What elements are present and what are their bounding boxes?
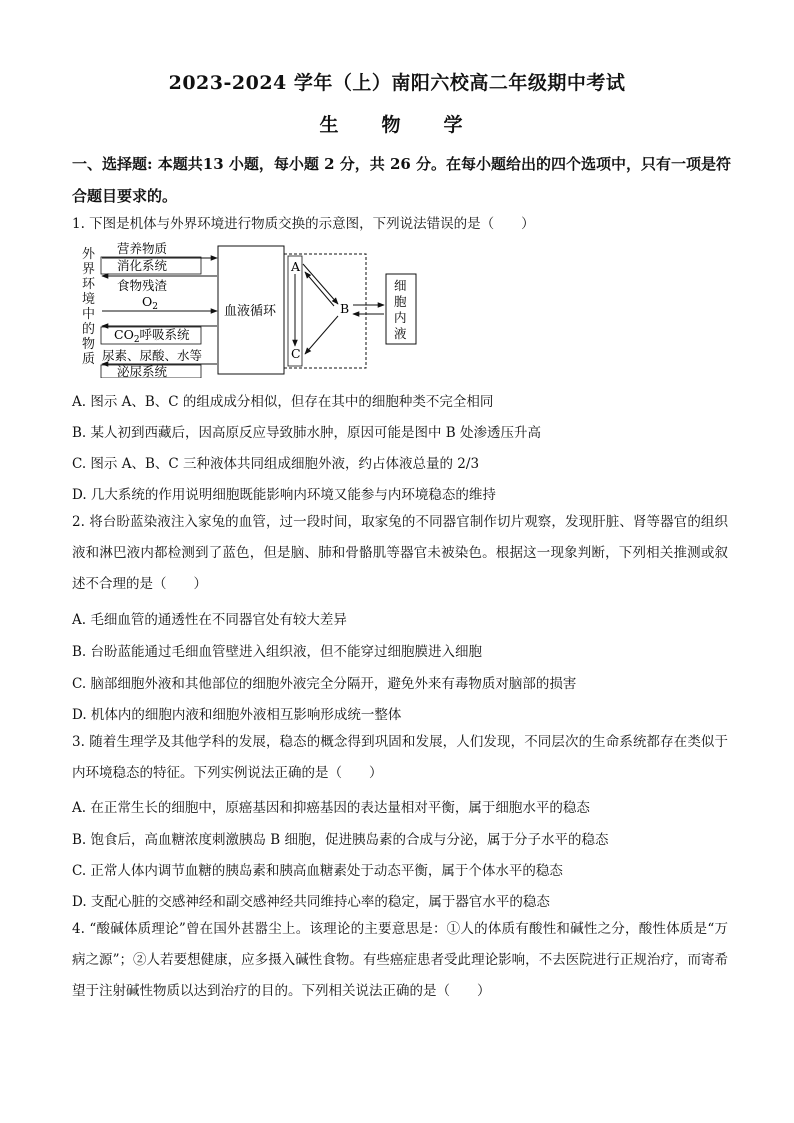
food-residue-label: 食物残渣 [117, 278, 168, 293]
arrow-b-to-a [305, 272, 334, 306]
o2-label: $O_2$ [142, 294, 158, 312]
urinary-system-label: 泌尿系统 [117, 364, 168, 378]
question-3-option-b: B. 饱食后，高血糖浓度刺激胰岛 B 细胞，促进胰岛素的合成与分泌，属于分子水平的稳态 [72, 832, 609, 848]
question-3-stem: 3. 随着生理学及其他学科的发展，稳态的概念得到巩固和发展，人们发现，不同层次的生命系统都存在类似于内环境稳态的特征。下列实例说法正确的是（ ） [72, 734, 728, 781]
svg-text:环: 环 [82, 277, 96, 292]
urea-label: 尿素、尿酸、水等 [102, 348, 203, 363]
svg-text:内: 内 [394, 310, 407, 325]
question-1-option-d: D. 几大系统的作用说明细胞既能影响内环境又能参与内环境稳态的维持 [72, 487, 496, 503]
label-b: B [340, 301, 350, 316]
question-2-option-a: A. 毛细血管的通透性在不同器官处有较大差异 [72, 612, 347, 628]
cell-fluid-label [394, 278, 407, 341]
question-4-stem: 4. “酸碱体质理论”曾在国外甚嚣尘上。该理论的主要意思是：①人的体质有酸性和碱性之分，酸性体质是“万病之源”；②人若要想健康，应多摄入碱性食物。有些癌症患者受此理论影响，不去医院进行正规治疗，而寄希望于注射碱性物质以达到治疗的目的。下列相关说法正确的是（ ） [72, 921, 728, 999]
svg-text:液: 液 [394, 326, 407, 341]
svg-text:细: 细 [394, 278, 407, 293]
question-2-option-d: D. 机体内的细胞内液和细胞外液相互影响形成统一整体 [72, 707, 402, 723]
question-1-option-c: C. 图示 A、B、C 三种液体共同组成细胞外液，约占体液总量的 2/3 [72, 456, 480, 472]
question-3-option-d: D. 支配心脏的交感神经和副交感神经共同维持心率的稳定，属于器官水平的稳态 [72, 894, 550, 910]
question-1-stem: 1. 下图是机体与外界环境进行物质交换的示意图，下列说法错误的是（ ） [72, 216, 535, 232]
label-a: A [291, 259, 301, 274]
svg-text:的: 的 [82, 322, 96, 337]
subject-title: 生 物 学 [319, 114, 475, 136]
label-c: C [291, 346, 301, 361]
question-1-option-a: A. 图示 A、B、C 的组成成分相似，但存在其中的细胞种类不完全相同 [72, 394, 494, 410]
arrow-b-to-c [305, 316, 338, 354]
digestive-system-label: 消化系统 [117, 258, 168, 273]
svg-text:胞: 胞 [394, 294, 407, 309]
svg-text:质: 质 [82, 352, 96, 367]
respiratory-system-label: $CO_2$呼吸系统 [114, 327, 190, 345]
question-3-option-a: A. 在正常生长的细胞中，原癌基因和抑癌基因的表达量相对平衡，属于细胞水平的稳态 [72, 800, 590, 816]
nutrients-label: 营养物质 [117, 241, 168, 256]
svg-text:境: 境 [82, 292, 96, 307]
question-2-option-b: B. 台盼蓝能通过毛细血管壁进入组织液，但不能穿过细胞膜进入细胞 [72, 644, 483, 660]
svg-text:物: 物 [82, 337, 96, 352]
outer-environment-label [82, 247, 96, 367]
svg-text:外: 外 [82, 247, 96, 262]
question-2-option-c: C. 脑部细胞外液和其他部位的细胞外液完全分隔开，避免外来有毒物质对脑部的损害 [72, 676, 577, 692]
svg-text:中: 中 [82, 307, 96, 322]
exam-title: 2023-2024 学年（上）南阳六校高二年级期中考试 [168, 72, 626, 94]
section-instructions: 一、选择题: 本题共13 小题，每小题 2 分，共 26 分。在每小题给出的四个选项中，只有一项是符合题目要求的。 [72, 155, 732, 205]
exchange-diagram [72, 238, 432, 378]
arrow-a-to-b [303, 264, 338, 304]
question-3-option-c: C. 正常人体内调节血糖的胰岛素和胰高血糖素处于动态平衡，属于个体水平的稳态 [72, 863, 563, 879]
svg-text:界: 界 [82, 262, 96, 277]
blood-circulation-label: 血液循环 [224, 304, 277, 319]
question-2-stem: 2. 将台盼蓝染液注入家兔的血管，过一段时间，取家兔的不同器官制作切片观察，发现肝脏、肾等器官的组织液和淋巴液内都检测到了蓝色，但是脑、肺和骨骼肌等器官未被染色。根据这一现象判断，下列相关推测或叙述不合理的是（ ） [72, 514, 728, 592]
question-1-option-b: B. 某人初到西藏后，因高原反应导致肺水肿，原因可能是图中 B 处渗透压升高 [72, 425, 542, 441]
